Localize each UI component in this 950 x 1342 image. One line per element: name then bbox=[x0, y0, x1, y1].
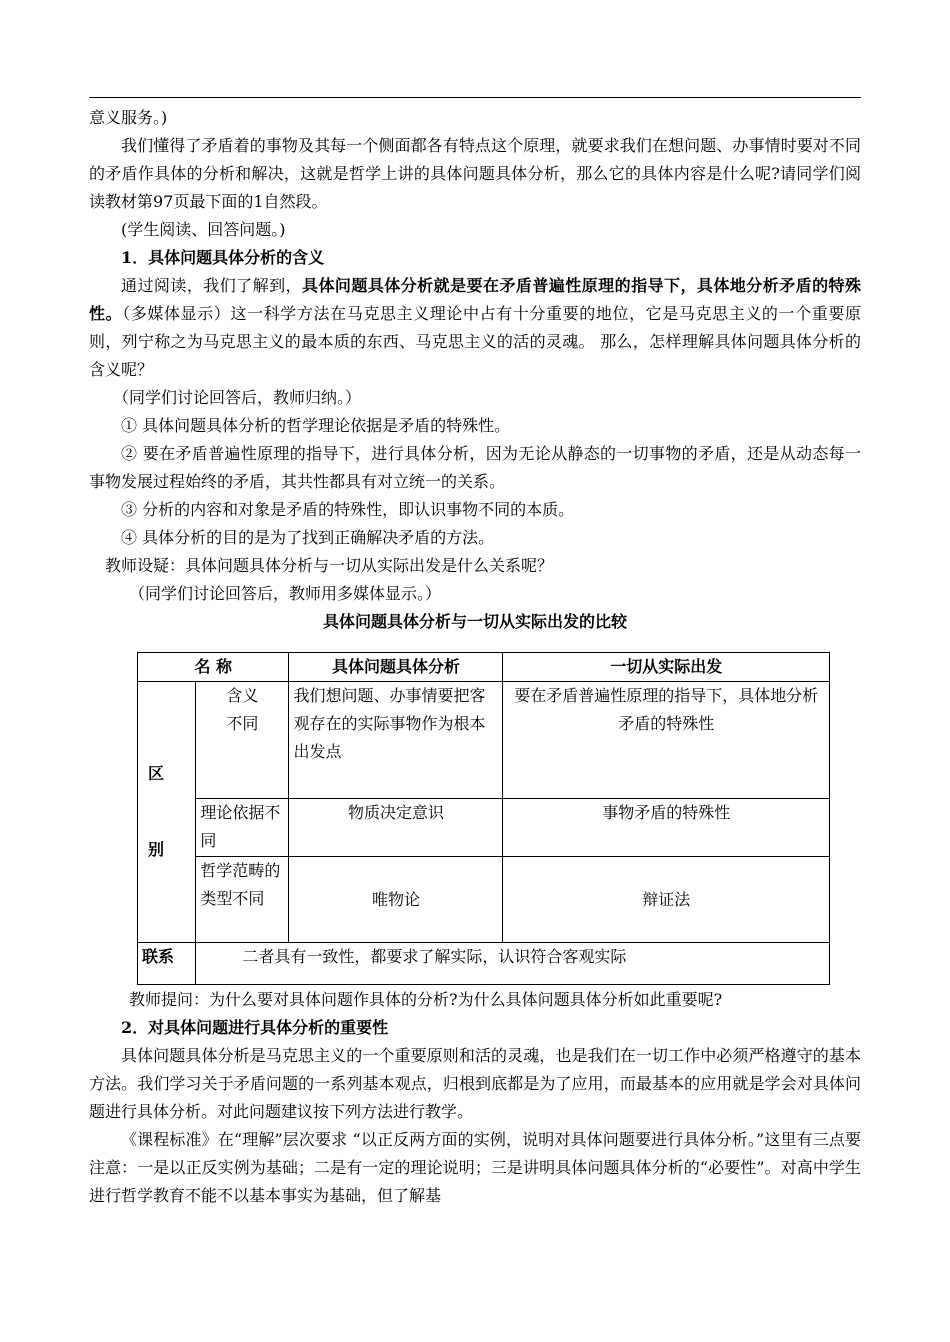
row-category-b: 辩证法 bbox=[503, 857, 830, 943]
point-2: ② 要在矛盾普遍性原理的指导下，进行具体分析，因为无论从静态的一切事物的矛盾，还是从动态每一事物发展过程始终的矛盾，其共性都具有对立统一的关系。 bbox=[89, 444, 861, 491]
note-multimedia: （同学们讨论回答后，教师用多媒体显示。） bbox=[129, 584, 442, 603]
header-concrete-analysis: 具体问题具体分析 bbox=[289, 653, 503, 682]
row-meaning-b: 要在矛盾普遍性原理的指导下，具体地分析矛盾的特殊性 bbox=[503, 682, 830, 799]
table-row bbox=[138, 682, 830, 799]
point-4: ④ 具体分析的目的是为了找到正确解决矛盾的方法。 bbox=[121, 528, 495, 547]
row-theory-b: 事物矛盾的特殊性 bbox=[503, 799, 830, 857]
row-meaning-category: 含义 不同 bbox=[196, 682, 289, 799]
paragraph-4: 《课程标准》在“理解”层次要求 “以正反两方面的实例，说明对具体问题要进行具体分析。”这里有三点要注意：一是以正反实例为基础；二是有一定的理论说明；三是讲明具体问题具体分析的“必要性”。对高中学生进行哲学教育不能不以基本事实为基础，但了解基 bbox=[89, 1130, 861, 1205]
point-1: ① 具体问题具体分析的哲学理论依据是矛盾的特殊性。 bbox=[121, 416, 511, 435]
heading-1: 1．具体问题具体分析的含义 bbox=[121, 248, 325, 267]
table-row bbox=[138, 857, 830, 943]
comparison-table bbox=[137, 652, 830, 985]
heading-2: 2．对具体问题进行具体分析的重要性 bbox=[121, 1018, 389, 1037]
difference-char-1: 区 bbox=[148, 764, 165, 783]
header-rule bbox=[89, 97, 861, 98]
intro-tail: 意义服务。) bbox=[89, 108, 168, 127]
row-category-category: 哲学范畴的类型不同 bbox=[196, 857, 289, 943]
table-row bbox=[138, 799, 830, 857]
paragraph-2-definition: 具体问题具体分析就是要在矛盾普遍性原理的指导下，具体地分析矛盾的特殊性。 bbox=[89, 276, 861, 323]
document-body bbox=[89, 104, 861, 636]
teacher-question-2: 教师提问：为什么要对具体问题作具体的分析?为什么具体问题具体分析如此重要呢? bbox=[129, 990, 723, 1009]
row-theory-a: 物质决定意识 bbox=[289, 799, 503, 857]
point-3: ③ 分析的内容和对象是矛盾的特殊性，即认识事物不同的本质。 bbox=[121, 500, 575, 519]
header-name: 名 称 bbox=[138, 653, 289, 682]
note-discussion: （同学们讨论回答后，教师归纳。） bbox=[113, 388, 362, 407]
note-student-reading: (学生阅读、回答问题。) bbox=[121, 220, 286, 239]
row-theory-category: 理论依据不同 bbox=[196, 799, 289, 857]
table-header-row bbox=[138, 653, 830, 682]
paragraph-2-lead: 通过阅读，我们了解到， bbox=[121, 276, 302, 295]
document-body-lower bbox=[89, 986, 861, 1210]
table-caption: 具体问题具体分析与一切从实际出发的比较 bbox=[322, 612, 627, 631]
header-from-reality: 一切从实际出发 bbox=[503, 653, 830, 682]
paragraph-1: 我们懂得了矛盾着的事物及其每一个侧面都各有特点这个原理，就要求我们在想问题、办事情时要对不同的矛盾作具体的分析和解决，这就是哲学上讲的具体问题具体分析，那么它的具体内容是什么呢?请同学们阅读教材第97页最下面的1自然段。 bbox=[89, 136, 861, 211]
teacher-question-1: 教师设疑：具体问题具体分析与一切从实际出发是什么关系呢？ bbox=[105, 556, 554, 575]
link-label: 联系 bbox=[138, 943, 196, 985]
row-meaning-a: 我们想问题、办事情要把客观存在的实际事物作为根本出发点 bbox=[289, 682, 503, 799]
paragraph-3: 具体问题具体分析是马克思主义的一个重要原则和活的灵魂，也是我们在一切工作中必须严格遵守的基本方法。我们学习关于矛盾问题的一系列基本观点，归根到底都是为了应用，而最基本的应用就是学会对具体问题进行具体分析。对此问题建议按下列方法进行教学。 bbox=[89, 1046, 861, 1121]
row-category-a: 唯物论 bbox=[289, 857, 503, 943]
difference-label bbox=[138, 682, 196, 943]
paragraph-2-rest: （多媒体显示）这一科学方法在马克思主义理论中占有十分重要的地位，它是马克思主义的一个重要原则，列宁称之为马克思主义的最本质的东西、马克思主义的活的灵魂。 那么，怎样理解具体问题具体分析的含义呢？ bbox=[89, 304, 861, 379]
difference-char-2: 别 bbox=[148, 840, 165, 859]
table-link-row bbox=[138, 943, 830, 985]
link-text: 二者具有一致性，都要求了解实际，认识符合客观实际 bbox=[196, 943, 830, 985]
paragraph-2 bbox=[89, 272, 861, 384]
